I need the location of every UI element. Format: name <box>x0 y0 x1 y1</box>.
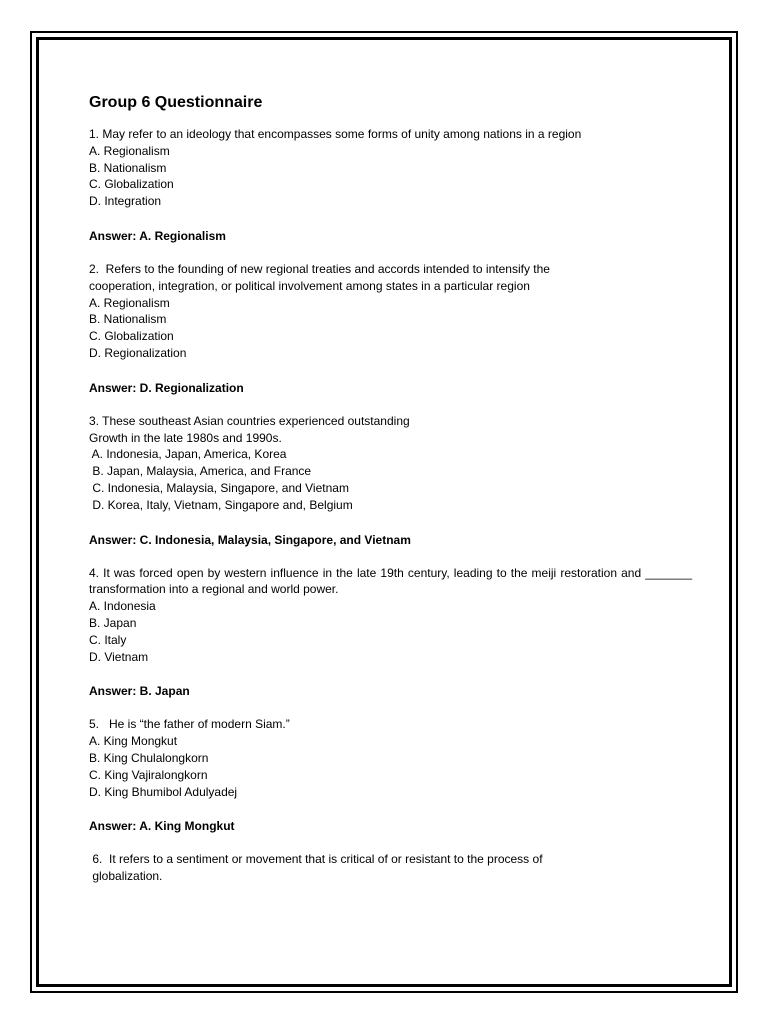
answer-line: Answer: D. Regionalization <box>89 380 244 395</box>
option-d: D. Vietnam <box>89 649 149 664</box>
option-b: B. King Chulalongkorn <box>89 750 209 765</box>
option-c: C. Indonesia, Malaysia, Singapore, and Vietnam <box>89 480 349 495</box>
question-stem: globalization. <box>89 869 163 884</box>
question-stem: 6. It refers to a sentiment or movement that is critical of or resistant to the process of <box>89 852 543 867</box>
option-d: D. King Bhumibol Adulyadej <box>89 784 238 799</box>
option-a: A. Regionalism <box>89 143 170 158</box>
option-a: A. Regionalism <box>89 295 170 310</box>
answer-line: Answer: A. King Mongkut <box>89 819 235 834</box>
option-a: A. King Mongkut <box>89 734 178 749</box>
answer-line: Answer: B. Japan <box>89 684 190 699</box>
option-a: A. Indonesia <box>89 599 156 614</box>
question-6 <box>89 851 692 885</box>
option-d: D. Korea, Italy, Vietnam, Singapore and, Belgium <box>89 497 353 512</box>
document-body <box>89 93 692 885</box>
question-5 <box>89 716 692 834</box>
question-stem: Growth in the late 1980s and 1990s. <box>89 430 282 445</box>
question-stem: 1. May refer to an ideology that encompasses some forms of unity among nations in a region <box>89 127 582 141</box>
answer-line: Answer: A. Regionalism <box>89 228 226 243</box>
option-b: B. Nationalism <box>89 160 167 175</box>
option-b: B. Nationalism <box>89 312 167 327</box>
document-title: Group 6 Questionnaire <box>89 94 263 111</box>
option-a: A. Indonesia, Japan, America, Korea <box>89 447 287 462</box>
option-d: D. Regionalization <box>89 345 187 360</box>
answer-line: Answer: C. Indonesia, Malaysia, Singapore, and Vietnam <box>89 532 411 547</box>
option-c: C. Globalization <box>89 177 174 192</box>
option-d: D. Integration <box>89 194 162 209</box>
question-stem: 4. It was forced open by western influence in the late 19th century, leading to the meiji restoration and _______ transformation into a regional and world power. <box>89 565 692 597</box>
question-1 <box>89 126 692 244</box>
option-b: B. Japan <box>89 615 137 630</box>
option-c: C. King Vajiralongkorn <box>89 767 208 782</box>
question-4 <box>89 565 692 700</box>
question-2 <box>89 261 692 396</box>
option-c: C. Italy <box>89 632 127 647</box>
option-b: B. Japan, Malaysia, America, and France <box>89 464 312 479</box>
question-stem: 3. These southeast Asian countries experienced outstanding <box>89 413 410 428</box>
question-3 <box>89 413 692 548</box>
question-stem: 5. He is “the father of modern Siam.” <box>89 717 290 732</box>
question-stem: cooperation, integration, or political involvement among states in a particular region <box>89 278 530 293</box>
question-stem: 2. Refers to the founding of new regional treaties and accords intended to intensify the <box>89 261 550 276</box>
option-c: C. Globalization <box>89 329 174 344</box>
